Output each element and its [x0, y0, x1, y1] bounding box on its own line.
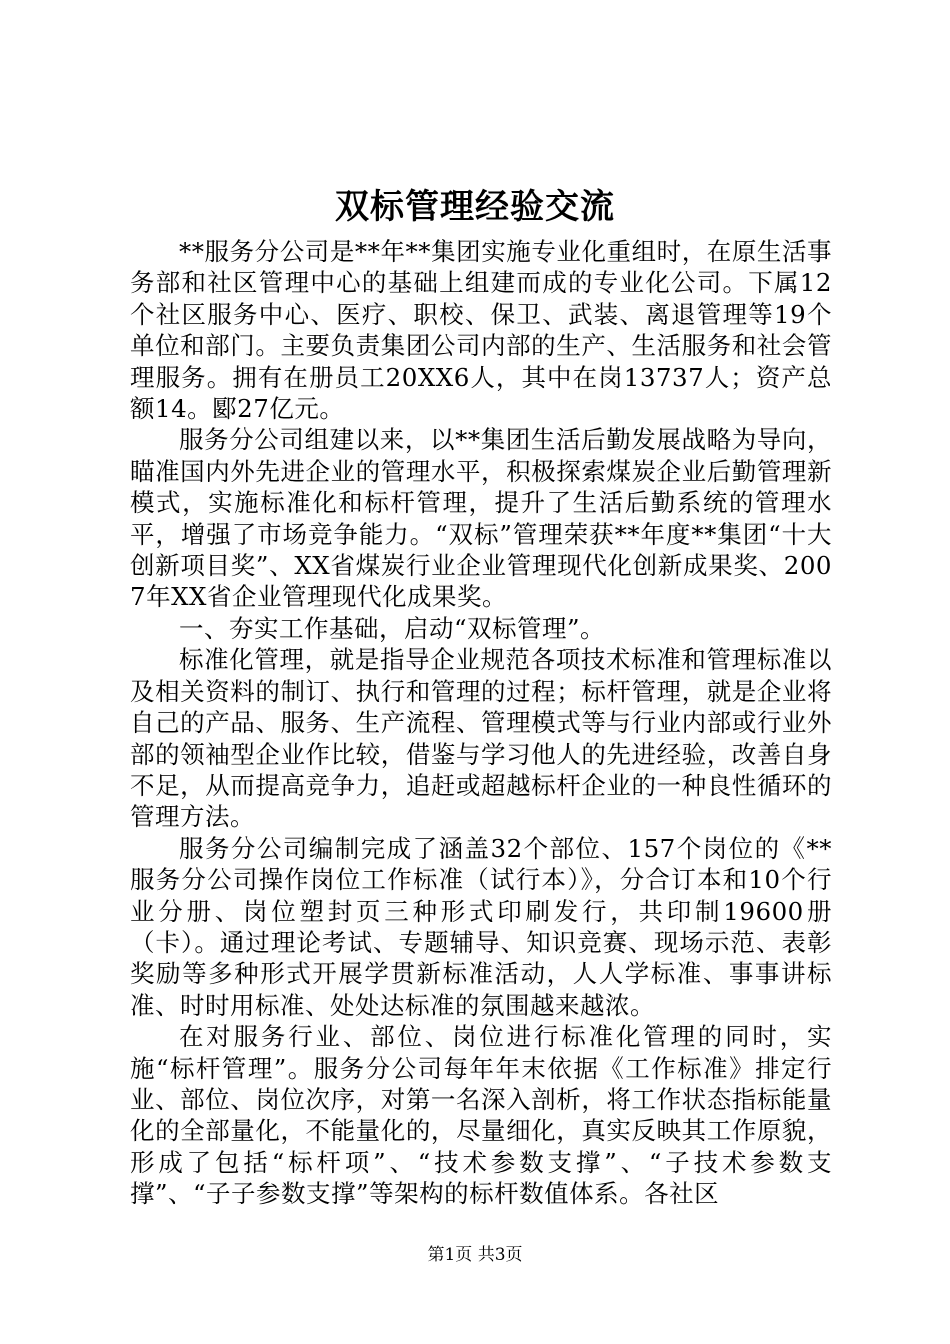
paragraph-development: 服务分公司组建以来，以**集团生活后勤发展战略为导向，瞄准国内外先进企业的管理水平，积极探索煤炭企业后勤管理新模式，实施标准化和标杆管理，提升了生活后勤系统的管理水平，增强了市场竞争能力。“双标”管理荣获**年度**集团“十大创新项目奖”、XX省煤炭行业企业管理现代化创新成果奖、2007年XX省企业管理现代化成果奖。 [130, 425, 832, 612]
section-heading-1: 一、夯实工作基础，启动“双标管理”。 [179, 613, 606, 643]
paragraph-benchmark: 在对服务行业、部位、岗位进行标准化管理的同时，实施“标杆管理”。服务分公司每年年末依据《工作标准》排定行业、部位、岗位次序，对第一名深入剖析，将工作状态指标能量化的全部量化，不能量化的，尽量细化，真实反映其工作原貌，形成了包括“标杆项”、“技术参数支撑”、“子技术参数支撑”、“子子参数支撑”等架构的标杆数值体系。各社区 [130, 1022, 832, 1209]
paragraph-definition: 标准化管理，就是指导企业规范各项技术标准和管理标准以及相关资料的制订、执行和管理的过程；标杆管理，就是企业将自己的产品、服务、生产流程、管理模式等与行业内部或行业外部的领袖型企业作比较，借鉴与学习他人的先进经验，改善自身不足，从而提高竞争力，追赶或超越标杆企业的一种良性循环的管理方法。 [130, 645, 832, 832]
document-body [130, 236, 832, 1210]
document-title: 双标管理经验交流 [335, 187, 615, 227]
page-footer: 第1页 共3页 [427, 1245, 523, 1265]
paragraph-standards: 服务分公司编制完成了涵盖32个部位、157个岗位的《**服务分公司操作岗位工作标准（试行本）》，分合订本和10个行业分册、岗位塑封页三种形式印刷发行，共印制19600册（卡）。通过理论考试、专题辅导、知识竞赛、现场示范、表彰奖励等多种形式开展学贯新标准活动，人人学标准、事事讲标准、时时用标准、处处达标准的氛围越来越浓。 [130, 833, 832, 1020]
paragraph-intro: **服务分公司是**年**集团实施专业化重组时，在原生活事务部和社区管理中心的基础上组建而成的专业化公司。下属12个社区服务中心、医疗、职校、保卫、武装、离退管理等19个单位和部门。主要负责集团公司内部的生产、生活服务和社会管理服务。拥有在册员工20XX6人，其中在岗13737人；资产总额14。郾27亿元。 [130, 237, 832, 424]
